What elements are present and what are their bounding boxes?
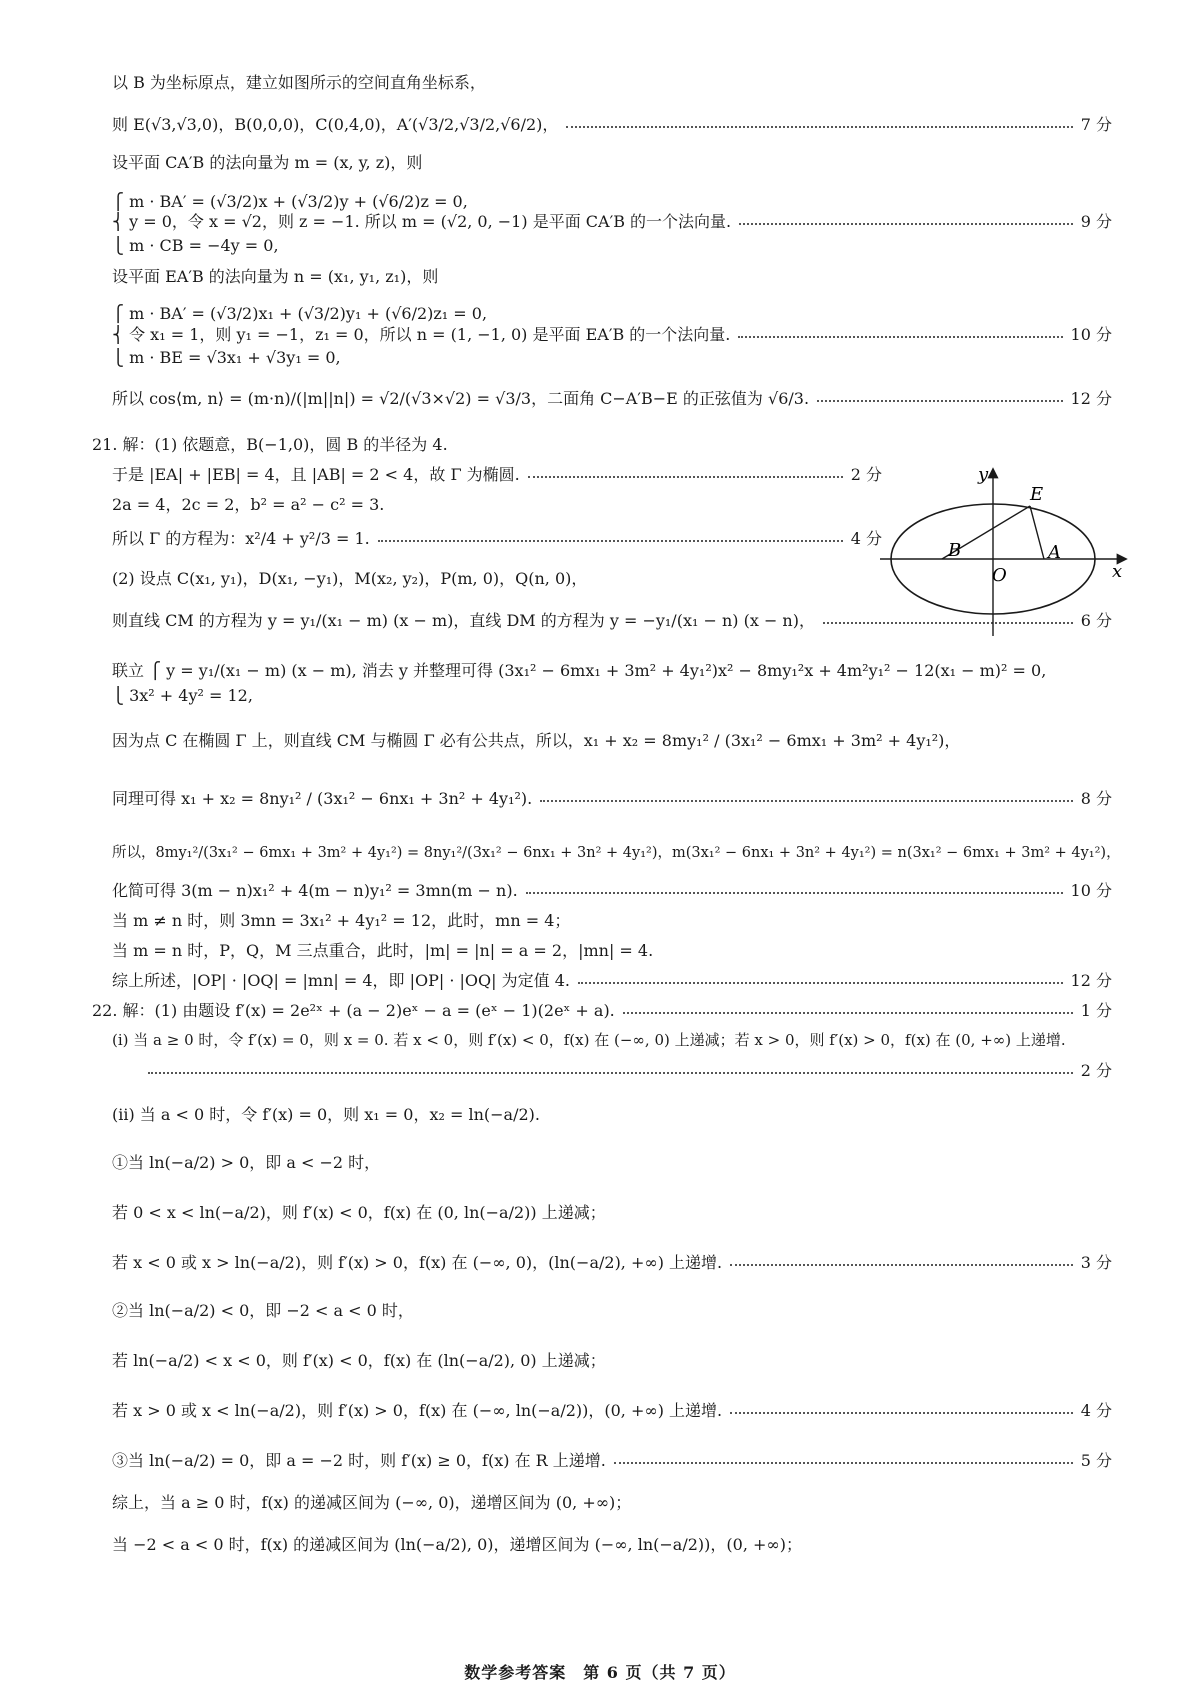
label-a: A (1048, 542, 1061, 563)
label-x: x (1112, 561, 1123, 582)
scored-line: 于是 |EA| + |EB| = 4，且 |AB| = 2 < 4，故 Γ 为椭圆. 2 分 (112, 458, 882, 488)
score: 4 分 (1080, 1400, 1112, 1420)
text-line: (2) 设点 C(x₁, y₁)，D(x₁, −y₁)，M(x₂, y₂)，P(m, 0)，Q(n, 0)， (112, 568, 588, 588)
label-y: y (978, 466, 989, 485)
score: 12 分 (1070, 970, 1112, 990)
text-line: ⎩ m · BE = √3x₁ + √3y₁ = 0, (112, 347, 341, 367)
text-line: ②当 ln(−a/2) < 0，即 −2 < a < 0 时， (112, 1300, 414, 1320)
text-line: 因为点 C 在椭圆 Γ 上，则直线 CM 与椭圆 Γ 必有公共点，所以，x₁ + x₂ = 8my₁² / (3x₁² − 6mx₁ + 3m² + 4y₁²)， (112, 730, 961, 750)
score: 5 分 (1080, 1450, 1112, 1470)
text-line: 2a = 4，2c = 2，b² = a² − c² = 3. (112, 494, 385, 514)
score: 2 分 (1080, 1060, 1112, 1080)
ellipse-figure (880, 466, 1130, 636)
scored-line: 则 E(√3,√3,0)，B(0,0,0)，C(0,4,0)，A′(√3/2,√3/2,√6/2)， 7 分 (112, 108, 1112, 138)
scored-line: 所以 cos⟨m, n⟩ = (m·n)/(|m||n|) = √2/(√3×√2) = √3/3，二面角 C−A′B−E 的正弦值为 √6/3. 12 分 (112, 382, 1112, 412)
leader-dots (566, 126, 1072, 128)
scored-line (112, 1054, 1112, 1084)
score: 2 分 (850, 464, 882, 484)
leader-dots (623, 1012, 1073, 1014)
label-e: E (1030, 484, 1044, 505)
leader-dots (730, 1264, 1073, 1266)
score: 1 分 (1080, 1000, 1112, 1020)
segment-ea (1030, 506, 1044, 559)
label-o: O (992, 565, 1007, 586)
score: 10 分 (1070, 880, 1112, 900)
scored-line: 则直线 CM 的方程为 y = y₁/(x₁ − m) (x − m)，直线 DM 的方程为 y = −y₁/(x₁ − n) (x − n)， 6 分 (112, 604, 1112, 634)
scored-line: ⎨ y = 0，令 x = √2，则 z = −1. 所以 m = (√2, 0, −1) 是平面 CA′B 的一个法向量. 9 分 (112, 205, 1112, 235)
leader-dots (578, 982, 1063, 984)
text-line: 综上，当 a ≥ 0 时，f(x) 的递减区间为 (−∞, 0)，递增区间为 (0, +∞)； (112, 1492, 632, 1512)
text-line: 以 B 为坐标原点，建立如图所示的空间直角坐标系， (112, 72, 486, 92)
leader-dots (540, 800, 1072, 802)
scored-line: 同理可得 x₁ + x₂ = 8ny₁² / (3x₁² − 6nx₁ + 3n² + 4y₁²). 8 分 (112, 782, 1112, 812)
score: 7 分 (1080, 114, 1112, 134)
leader-dots (614, 1462, 1073, 1464)
score: 3 分 (1080, 1252, 1112, 1272)
scored-line: ⎨ 令 x₁ = 1，则 y₁ = −1，z₁ = 0，所以 n = (1, −1, 0) 是平面 EA′B 的一个法向量. 10 分 (112, 318, 1112, 348)
text-line: 当 m = n 时，P，Q，M 三点重合，此时，|m| = |n| = a = 2，|mn| = 4. (112, 940, 654, 960)
scored-line: ③当 ln(−a/2) = 0，即 a = −2 时，则 f′(x) ≥ 0，f(x) 在 R 上递增. 5 分 (112, 1444, 1112, 1474)
leader-dots (378, 540, 843, 542)
score: 12 分 (1070, 388, 1112, 408)
text-line: ⎧ m · BA′ = (√3/2)x + (√3/2)y + (√6/2)z = 0, (112, 191, 468, 211)
scored-line: 综上所述，|OP| · |OQ| = |mn| = 4，即 |OP| · |OQ| 为定值 4. 12 分 (112, 964, 1112, 994)
scored-line: 若 x < 0 或 x > ln(−a/2)，则 f′(x) > 0，f(x) 在 (−∞, 0)，(ln(−a/2), +∞) 上递增. 3 分 (112, 1246, 1112, 1276)
text-line: 所以，8my₁²/(3x₁² − 6mx₁ + 3m² + 4y₁²) = 8ny₁²/(3x₁² − 6nx₁ + 3n² + 4y₁²)，m(3x₁² − 6nx₁ + 3n² + 4y₁²) = n(3x₁² − 6mx₁ + 3m² + 4y₁²)， (112, 844, 1121, 861)
page-footer: 数学参考答案 第 6 页（共 7 页） (464, 1663, 736, 1682)
text-line: 21. 解：(1) 依题意，B(−1,0)，圆 B 的半径为 4. (92, 434, 448, 454)
text-line: ⎩ 3x² + 4y² = 12, (112, 685, 253, 705)
scored-line: 若 x > 0 或 x < ln(−a/2)，则 f′(x) > 0，f(x) 在 (−∞, ln(−a/2))，(0, +∞) 上递增. 4 分 (112, 1394, 1112, 1424)
text-line: 设平面 EA′B 的法向量为 n = (x₁, y₁, z₁)，则 (112, 266, 439, 286)
text-line: 当 m ≠ n 时，则 3mn = 3x₁² + 4y₁² = 12，此时，mn = 4； (112, 910, 571, 930)
text-line: 若 ln(−a/2) < x < 0，则 f′(x) < 0，f(x) 在 (ln(−a/2), 0) 上递减； (112, 1350, 606, 1370)
label-b: B (948, 540, 962, 561)
score: 10 分 (1070, 324, 1112, 344)
text-line: ①当 ln(−a/2) > 0，即 a < −2 时， (112, 1152, 381, 1172)
leader-dots (526, 892, 1063, 894)
leader-dots (148, 1072, 1073, 1074)
scored-line: 22. 解：(1) 由题设 f′(x) = 2e²ˣ + (a − 2)eˣ − a = (eˣ − 1)(2eˣ + a). 1 分 (92, 994, 1112, 1024)
score: 4 分 (850, 528, 882, 548)
score: 8 分 (1080, 788, 1112, 808)
leader-dots (730, 1412, 1073, 1414)
text-line: 当 −2 < a < 0 时，f(x) 的递减区间为 (ln(−a/2), 0)，递增区间为 (−∞, ln(−a/2))，(0, +∞)； (112, 1534, 802, 1554)
score: 9 分 (1080, 211, 1112, 231)
scored-line: 化简可得 3(m − n)x₁² + 4(m − n)y₁² = 3mn(m − n). 10 分 (112, 874, 1112, 904)
text-line: 设平面 CA′B 的法向量为 m = (x, y, z)，则 (112, 152, 423, 172)
leader-dots (528, 476, 843, 478)
text-line: (i) 当 a ≥ 0 时，令 f′(x) = 0，则 x = 0. 若 x < 0，则 f′(x) < 0，f(x) 在 (−∞, 0) 上递减；若 x > 0，则 f′(x) > 0，f(x) 在 (0, +∞) 上递增. (112, 1030, 1066, 1049)
text-line: (ii) 当 a < 0 时，令 f′(x) = 0，则 x₁ = 0，x₂ = ln(−a/2). (112, 1104, 540, 1124)
text-line: 若 0 < x < ln(−a/2)，则 f′(x) < 0，f(x) 在 (0, ln(−a/2)) 上递减； (112, 1202, 606, 1222)
leader-dots (738, 336, 1062, 338)
text-line: 联立 ⎧ y = y₁/(x₁ − m) (x − m), 消去 y 并整理可得 (3x₁² − 6mx₁ + 3m² + 4y₁²)x² − 8my₁²x + 4m²y₁² − 12(x₁ − m)² = 0, (112, 660, 1047, 680)
text-line: ⎧ m · BA′ = (√3/2)x₁ + (√3/2)y₁ + (√6/2)z₁ = 0, (112, 303, 488, 323)
leader-dots (817, 400, 1063, 402)
text-line: ⎩ m · CB = −4y = 0, (112, 235, 279, 255)
leader-dots (739, 223, 1073, 225)
score: 6 分 (1080, 610, 1112, 630)
scored-line: 所以 Γ 的方程为：x²/4 + y²/3 = 1. 4 分 (112, 522, 882, 552)
